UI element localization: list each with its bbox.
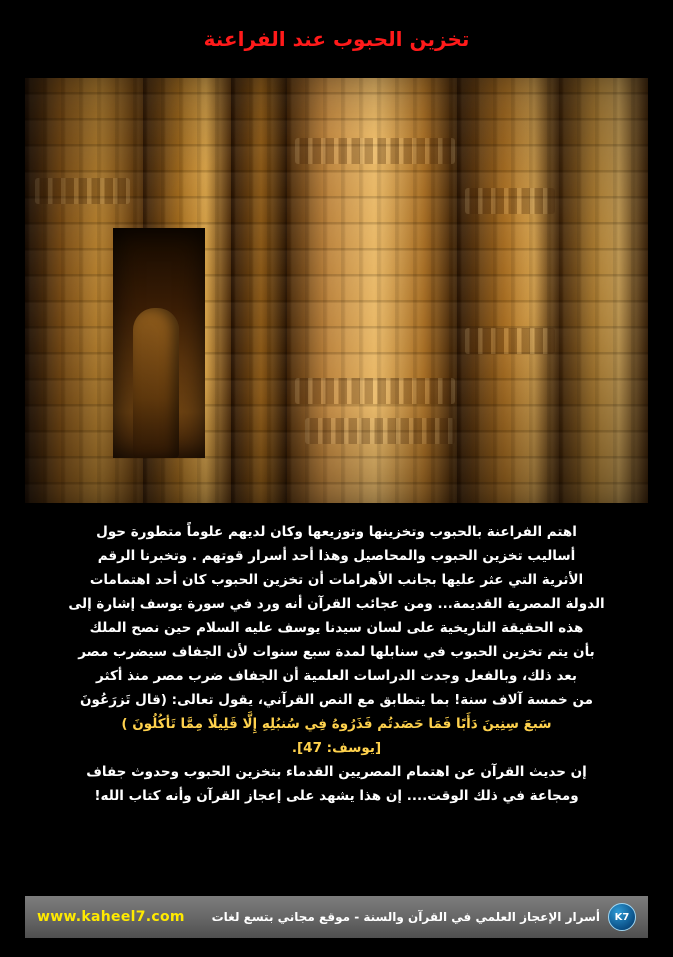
site-logo-icon: K7 xyxy=(608,903,636,931)
article-line: هذه الحقيقة التاريخية على لسان سيدنا يوسف عليه السلام حين نصح الملك xyxy=(89,620,584,636)
hieroglyph-band xyxy=(305,418,455,444)
footer-branding xyxy=(212,903,636,931)
content-frame xyxy=(25,78,648,878)
quran-verse-line: سَبعَ سِنِينَ دَأَبًا فَمَا حَصَدتُم فَذَرُوهُ فِي سُنبُلِهِ إِلَّا قَلِيلًا مِمَّا تَأكُلُونَ ) xyxy=(121,716,552,732)
title-bar xyxy=(0,0,673,78)
temple-column xyxy=(457,78,562,503)
article-line: بأن يتم تخزين الحبوب في سنابلها لمدة سبع سنوات لأن الجفاف سيضرب مصر xyxy=(78,644,595,660)
hieroglyph-band xyxy=(295,378,455,404)
article-line: أساليب تخزين الحبوب والمحاصيل وهذا أحد أسرار قوتهم . وتخبرنا الرقم xyxy=(97,548,576,564)
article-line: اهتم الفراعنة بالحبوب وتخزينها وتوزيعها وكان لديهم علوماً متطورة حول xyxy=(96,524,577,540)
page-title: تخزين الحبوب عند الفراعنة xyxy=(203,27,470,51)
hieroglyph-band xyxy=(35,178,130,204)
article-line: إن حديث القرآن عن اهتمام المصريين القدماء بتخزين الحبوب وحدوث جفاف xyxy=(86,764,587,780)
footer-bar xyxy=(25,896,648,938)
article-line: الأثرية التي عثر عليها بجانب الأهرامات أن تخزين الحبوب كان أحد اهتمامات xyxy=(89,572,584,588)
article-line: بعد ذلك، وبالفعل وجدت الدراسات العلمية أن الجفاف ضرب مصر منذ أكثر xyxy=(96,668,577,684)
article-line: من خمسة آلاف سنة! بما يتطابق مع النص القرآني، يقول تعالى: (قال تَزرَعُونَ xyxy=(80,692,593,708)
article-text xyxy=(25,503,648,878)
temple-photo xyxy=(25,78,648,503)
statue-figure xyxy=(133,308,179,458)
article-line: الدولة المصرية القديمة... ومن عجائب القرآن أنه ورد في سورة يوسف إشارة إلى xyxy=(68,596,605,612)
quran-verse-reference: [يوسف: 47]. xyxy=(291,740,382,756)
hieroglyph-band xyxy=(465,188,555,214)
article-line: ومجاعة في ذلك الوقت.... إن هذا يشهد على إعجاز القرآن وأنه كتاب الله! xyxy=(94,788,579,804)
hieroglyph-band xyxy=(465,328,555,354)
hieroglyph-band xyxy=(295,138,455,164)
footer-tagline: أسرار الإعجاز العلمي في القرآن والسنة - موقع مجاني بتسع لغات xyxy=(211,910,600,924)
temple-column xyxy=(231,78,291,503)
temple-column xyxy=(559,78,648,503)
website-url-link[interactable]: www.kaheel7.com xyxy=(37,909,185,925)
